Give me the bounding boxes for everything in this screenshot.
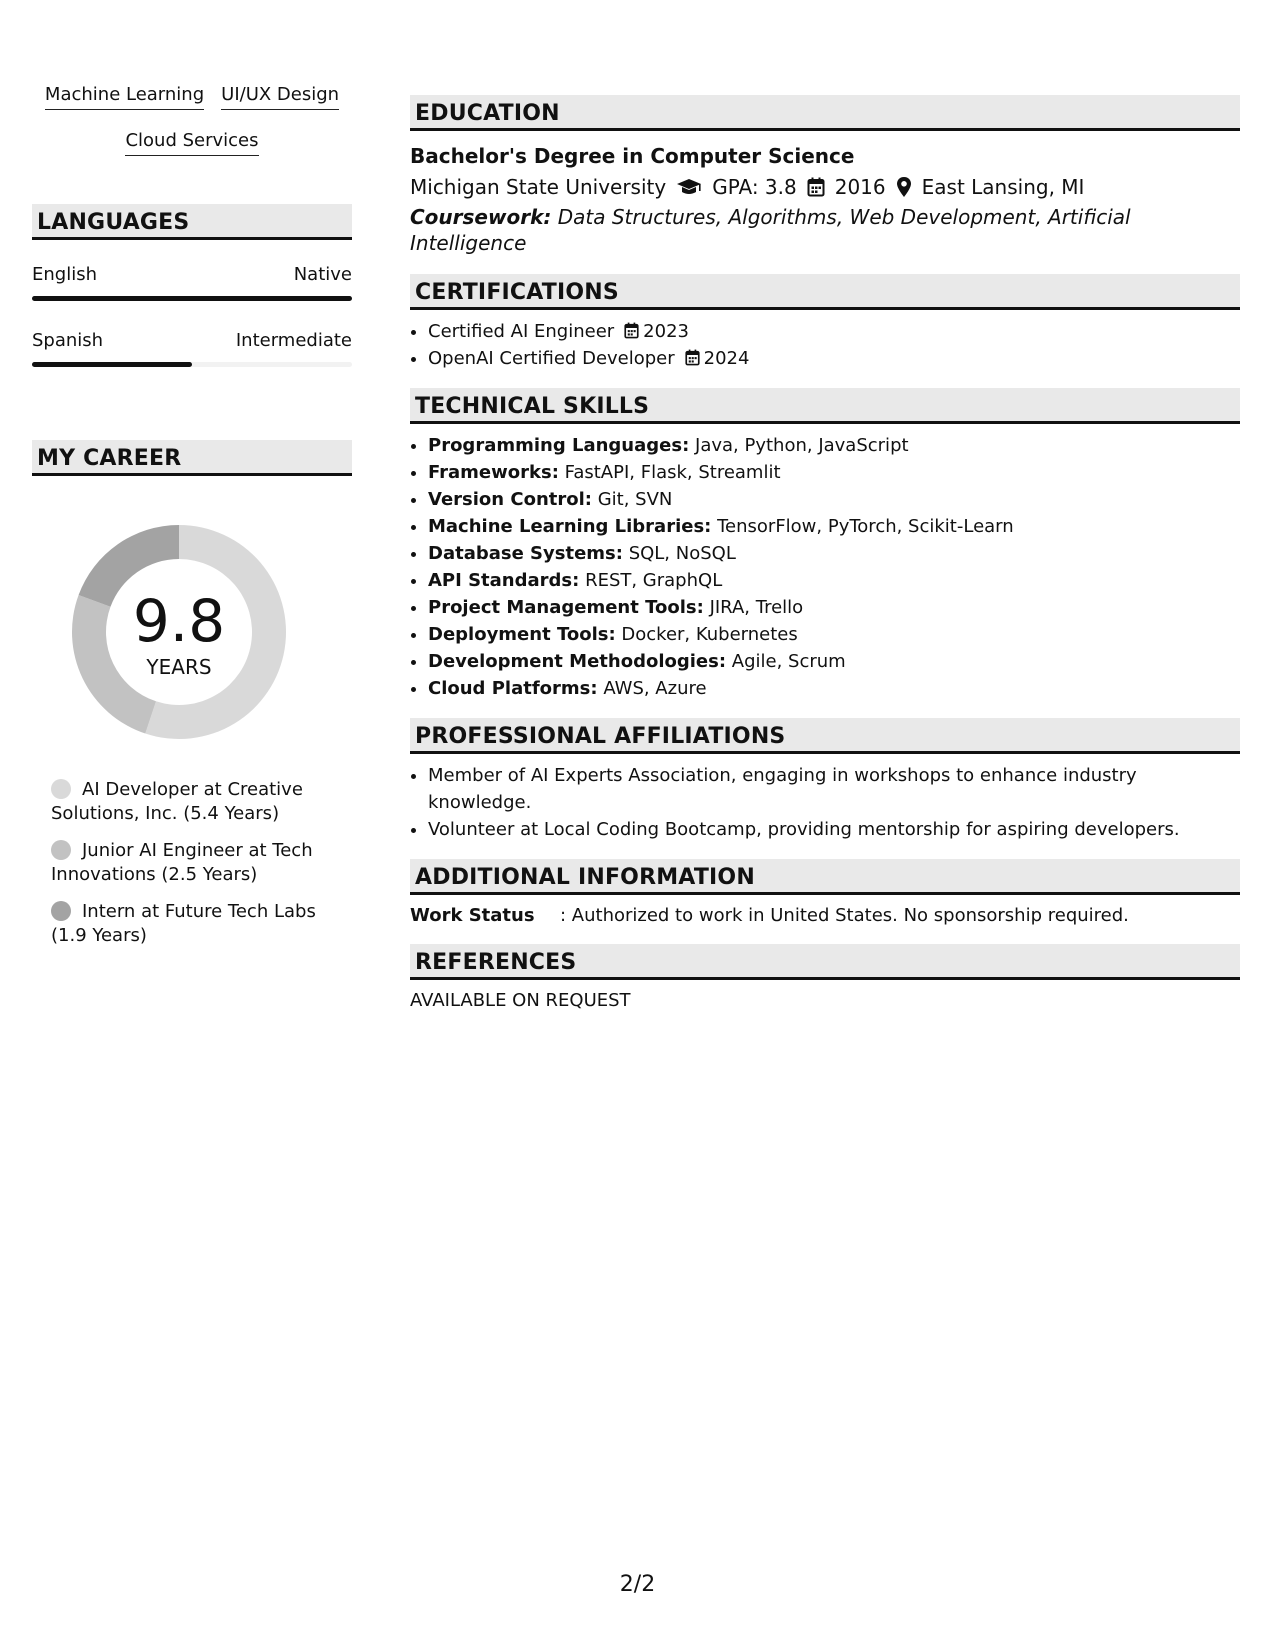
career-legend-item: [51, 778, 321, 826]
career-years-unit: YEARS: [146, 655, 212, 679]
interest-tags: [32, 84, 352, 156]
skill-value: Agile, Scrum: [731, 651, 846, 672]
language-name: Spanish: [32, 330, 104, 351]
gpa: GPA: 3.8: [712, 175, 797, 199]
language-bar-fill: [32, 296, 352, 301]
degree-title: Bachelor's Degree in Computer Science: [410, 144, 855, 168]
map-pin-icon: [896, 176, 912, 198]
page-number: 2/2: [619, 1572, 656, 1597]
certification-name: Certified AI Engineer: [428, 321, 615, 342]
coursework-list: Data Structures, Algorithms, Web Development, Artificial Intelligence: [410, 205, 1131, 255]
calendar-icon: [807, 177, 825, 197]
list-item: [428, 648, 1240, 675]
skill-label: Programming Languages:: [428, 435, 690, 456]
interest-tag: UI/UX Design: [221, 84, 339, 110]
list-item: [428, 318, 1240, 345]
certification-year: 2024: [703, 348, 750, 369]
language-bar: [32, 362, 352, 367]
graduation-year: 2016: [834, 175, 886, 199]
list-item: • Member of AI Experts Association, engaging in workshops to enhance industry knowledge.: [428, 762, 1240, 816]
calendar-icon: [685, 349, 700, 366]
language-item: [32, 264, 352, 301]
career-legend-item: [51, 900, 321, 948]
career-donut-chart: [67, 520, 291, 744]
skill-label: Version Control:: [428, 489, 592, 510]
career-legend-item: [51, 839, 321, 887]
coursework-label: Coursework:: [410, 205, 552, 229]
education-location: East Lansing, MI: [921, 175, 1085, 199]
skill-label: API Standards:: [428, 570, 580, 591]
skills-list: [410, 432, 1240, 702]
skill-value: Docker, Kubernetes: [621, 624, 798, 645]
list-item: [428, 432, 1240, 459]
skill-value: REST, GraphQL: [585, 570, 723, 591]
skill-label: Development Methodologies:: [428, 651, 727, 672]
list-item: [428, 621, 1240, 648]
certifications-heading: CERTIFICATIONS: [410, 274, 1240, 310]
education-heading: EDUCATION: [410, 95, 1240, 131]
graduation-cap-icon: [676, 177, 702, 197]
skill-label: Database Systems:: [428, 543, 623, 564]
main-content: [410, 95, 1240, 1013]
skill-value: SQL, NoSQL: [628, 543, 736, 564]
certification-name: OpenAI Certified Developer: [428, 348, 675, 369]
work-status-row: [410, 904, 1240, 928]
career-legend: [32, 778, 352, 948]
list-item: [428, 345, 1240, 372]
affiliations-list: [410, 762, 1240, 843]
coursework: [410, 204, 1240, 256]
language-name: English: [32, 264, 97, 285]
language-level: Intermediate: [235, 330, 352, 351]
career-role: Junior AI Engineer at Tech Innovations (2.5 Years): [51, 840, 313, 885]
references-heading: REFERENCES: [410, 944, 1240, 980]
skill-label: Deployment Tools:: [428, 624, 616, 645]
certification-year: 2023: [643, 321, 689, 342]
skill-label: Cloud Platforms:: [428, 678, 598, 699]
career-total-years: 9.8: [132, 587, 226, 655]
legend-dot: [51, 901, 71, 921]
work-status-label: Work Status: [410, 905, 535, 926]
skill-value: JIRA, Trello: [709, 597, 804, 618]
skill-value: Git, SVN: [597, 489, 673, 510]
skill-value: TensorFlow, PyTorch, Scikit-Learn: [717, 516, 1014, 537]
language-item: [32, 330, 352, 367]
skills-heading: TECHNICAL SKILLS: [410, 388, 1240, 424]
career-heading: MY CAREER: [32, 440, 352, 476]
skill-value: AWS, Azure: [603, 678, 707, 699]
education-details: [410, 174, 1240, 200]
languages-heading: LANGUAGES: [32, 204, 352, 240]
list-item: [428, 567, 1240, 594]
language-bar: [32, 296, 352, 301]
skill-value: FastAPI, Flask, Streamlit: [564, 462, 781, 483]
list-item: [428, 513, 1240, 540]
skill-label: Project Management Tools:: [428, 597, 704, 618]
skill-label: Machine Learning Libraries:: [428, 516, 712, 537]
language-bar-fill: [32, 362, 192, 367]
career-role: AI Developer at Creative Solutions, Inc. (5.4 Years): [51, 779, 303, 824]
legend-dot: [51, 840, 71, 860]
legend-dot: [51, 779, 71, 799]
list-item: [428, 594, 1240, 621]
list-item: [428, 486, 1240, 513]
calendar-icon: [624, 322, 639, 339]
additional-info-heading: ADDITIONAL INFORMATION: [410, 859, 1240, 895]
references-text: AVAILABLE ON REQUEST: [410, 990, 631, 1011]
interest-tag: Machine Learning: [45, 84, 204, 110]
list-item: [428, 540, 1240, 567]
affiliations-heading: PROFESSIONAL AFFILIATIONS: [410, 718, 1240, 754]
list-item: [428, 675, 1240, 702]
skill-value: Java, Python, JavaScript: [695, 435, 909, 456]
certifications-list: [410, 318, 1240, 372]
work-status-value: : Authorized to work in United States. No sponsorship required.: [560, 905, 1129, 926]
career-role: Intern at Future Tech Labs (1.9 Years): [51, 901, 316, 946]
skill-label: Frameworks:: [428, 462, 559, 483]
sidebar: [32, 84, 352, 961]
interest-tag: Cloud Services: [125, 130, 258, 156]
language-level: Native: [293, 264, 352, 285]
list-item: [428, 459, 1240, 486]
list-item: • Volunteer at Local Coding Bootcamp, providing mentorship for aspiring developers.: [428, 816, 1240, 843]
school-name: Michigan State University: [410, 175, 667, 199]
